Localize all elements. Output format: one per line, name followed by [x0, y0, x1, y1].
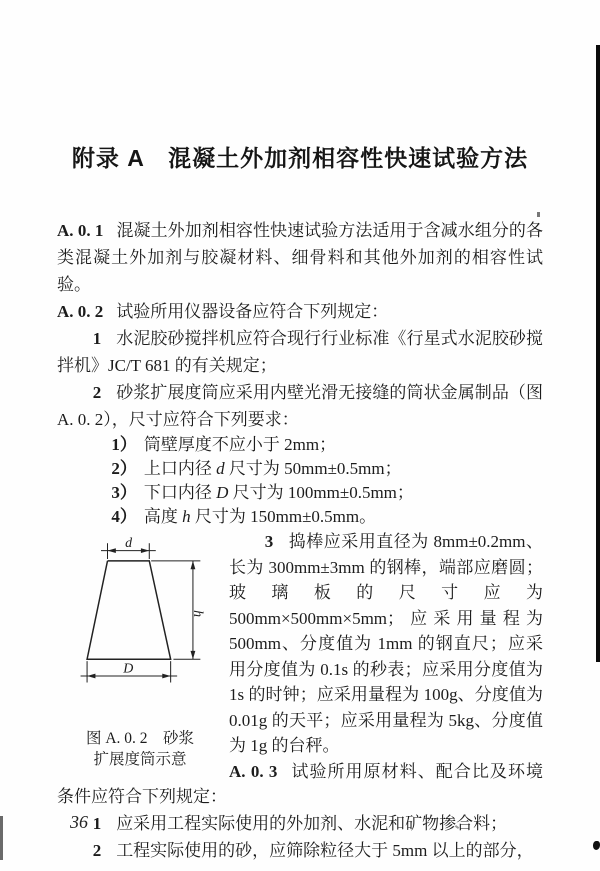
figure-and-wrapped-text: [57, 529, 543, 810]
a03-item-2-number: 2: [92, 840, 102, 860]
a02-item-1-number: 1: [92, 329, 102, 348]
a02-item-1: [57, 325, 543, 379]
figure-caption-line2: 扩展度筒示意: [93, 751, 187, 768]
clause-a02-text: 试验所用仪器设备应符合下列规定：: [116, 302, 389, 321]
scan-left-mark: [0, 816, 3, 860]
clause-a02-number: A. 0. 2: [57, 302, 104, 321]
clause-a03-number: A. 0. 3: [229, 761, 278, 781]
ink-blob-artifact: [593, 841, 600, 850]
subitem-2: [57, 457, 543, 481]
a03-item-1-number: 1: [92, 813, 102, 833]
a02-item-2-number: 2: [92, 383, 102, 402]
a02-item-3-text: 捣棒应采用直径为 8mm±0.2mm、长为 300mm±3mm 的钢棒，端部应磨圆；玻璃板的尺寸应为 500mm×500mm×5mm；应采用量程为 500mm、分度值为 1mm 的钢直尺；应采用分度值为 0.1s 的秒表；应采用分度值为 1s 的时钟；应采用量程为 100g、分度值为 0.01g 的天平；应采用量程为 5kg、分度值为 1g 的台秤。: [229, 532, 543, 755]
subitem-2-text-post: 尺寸为 50mm±0.5mm；: [224, 459, 402, 478]
mortar-spread-cone-diagram: [59, 533, 221, 728]
scan-edge-bar: [596, 45, 600, 662]
clause-a01: [57, 217, 543, 298]
subitem-3-text-pre: 下口内径: [143, 483, 217, 502]
a02-item-3-number: 3: [264, 532, 274, 551]
figure-caption-line1: 图 A. 0. 2 砂浆: [85, 730, 195, 747]
a02-item-2-text: 砂浆扩展度筒应采用内壁光滑无接缝的筒状金属制品（图 A. 0. 2），尺寸应符合下列要求：: [57, 383, 543, 429]
a03-item-1: [57, 810, 543, 837]
variable-D: D: [216, 483, 229, 502]
subitem-3-number: 3）: [111, 483, 137, 502]
page-title: 附录 A 混凝土外加剂相容性快速试验方法: [71, 145, 529, 171]
a02-item-2: [57, 379, 543, 433]
figure-a02: [57, 533, 223, 770]
clause-a02: [57, 298, 543, 325]
a02-item-1-text: 水泥胶砂搅拌机应符合现行行业标准《行星式水泥胶砂搅拌机》JC/T 681 的有关规定；: [57, 329, 543, 375]
cone-outline: [87, 561, 171, 659]
dimension-label-D: D: [123, 661, 134, 677]
a03-item-2: [57, 837, 543, 864]
variable-d: d: [216, 459, 225, 478]
page-content: [57, 140, 543, 864]
subitem-4-number: 4）: [111, 507, 137, 526]
subitem-2-number: 2）: [111, 459, 137, 478]
subitem-4-text-pre: 高度: [143, 507, 183, 526]
dimension-label-h: h: [189, 610, 205, 618]
subitem-4: [57, 505, 543, 529]
variable-h: h: [182, 507, 191, 526]
subitem-1: [57, 433, 543, 457]
figure-caption: [57, 728, 223, 770]
clause-a03-text: 试验所用原材料、配合比及环境条件应符合下列规定：: [57, 761, 544, 806]
subitem-1-number: 1）: [111, 435, 137, 454]
clause-a01-number: A. 0. 1: [57, 221, 104, 240]
page-number: 36: [70, 812, 88, 832]
a03-item-1-text: 应采用工程实际使用的外加剂、水泥和矿物掺合料；: [116, 813, 508, 833]
subitem-3-text-post: 尺寸为 100mm±0.5mm；: [228, 483, 414, 502]
subitem-4-text-post: 尺寸为 150mm±0.5mm。: [190, 507, 377, 526]
clause-a01-text: 混凝土外加剂相容性快速试验方法适用于含减水组分的各类混凝土外加剂与胶凝材料、细骨料和其他外加剂的相容性试验。: [57, 221, 543, 294]
subitem-3: [57, 481, 543, 505]
subitem-1-text: 筒壁厚度不应小于 2mm；: [143, 435, 337, 454]
dimension-label-d: d: [125, 535, 133, 551]
a03-item-2-text: 工程实际使用的砂，应筛除粒径大于 5mm 以上的部分，: [116, 840, 534, 860]
subitem-2-text-pre: 上口内径: [143, 459, 217, 478]
